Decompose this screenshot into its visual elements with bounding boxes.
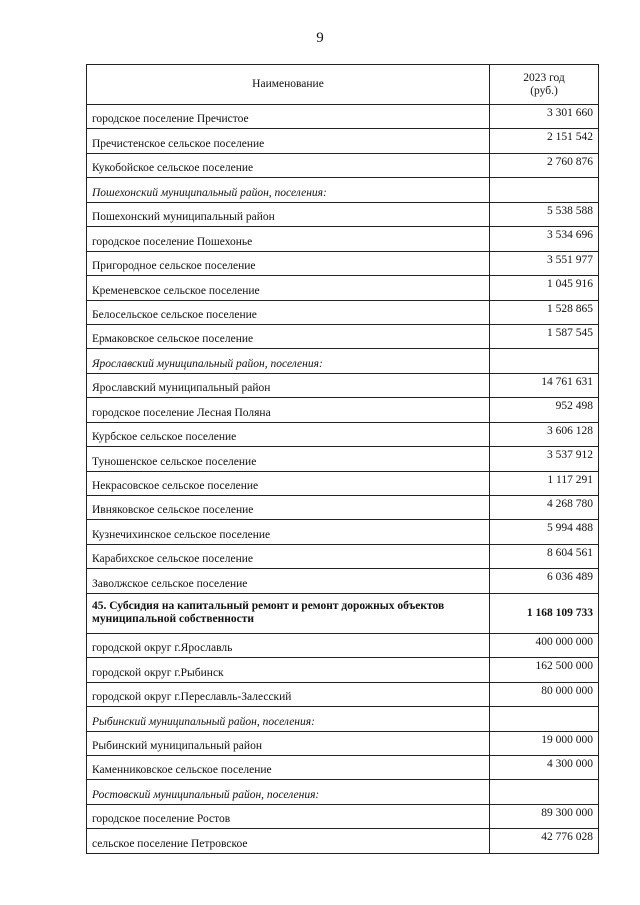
table-row	[87, 496, 599, 520]
row-amount: 14 761 631	[490, 373, 599, 397]
row-amount: 1 528 865	[490, 300, 599, 324]
table-row	[87, 251, 599, 275]
row-name: Белосельское сельское поселение	[87, 300, 490, 324]
row-name: городской округ г.Переславль-Залесский	[87, 682, 490, 706]
row-amount: 1 587 545	[490, 324, 599, 348]
row-name: Некрасовское сельское поселение	[87, 471, 490, 495]
column-header-name: Наименование	[87, 65, 490, 105]
table-header-row	[87, 65, 599, 105]
row-name: 45. Субсидия на капитальный ремонт и ремонт дорожных объектов муниципальной собственности	[87, 593, 490, 633]
row-amount: 89 300 000	[490, 804, 599, 828]
row-amount: 952 498	[490, 398, 599, 422]
row-amount: 3 534 696	[490, 227, 599, 251]
table-row	[87, 658, 599, 682]
row-amount: 162 500 000	[490, 658, 599, 682]
row-name: городское поселение Лесная Поляна	[87, 398, 490, 422]
table-row	[87, 324, 599, 348]
group-heading-row	[87, 178, 599, 202]
row-name: Пошехонский муниципальный район	[87, 202, 490, 226]
table-row	[87, 633, 599, 657]
table-row	[87, 300, 599, 324]
row-name: Рыбинский муниципальный район, поселения:	[87, 707, 490, 731]
row-name: Кузнечихинское сельское поселение	[87, 520, 490, 544]
table-row	[87, 804, 599, 828]
row-amount: 2 760 876	[490, 153, 599, 177]
table-row	[87, 755, 599, 779]
table-row	[87, 520, 599, 544]
row-amount: 4 300 000	[490, 755, 599, 779]
row-name: Туношенское сельское поселение	[87, 447, 490, 471]
row-amount: 3 551 977	[490, 251, 599, 275]
row-name: городской округ г.Рыбинск	[87, 658, 490, 682]
table-row	[87, 829, 599, 853]
table-row	[87, 544, 599, 568]
table-row	[87, 373, 599, 397]
group-heading-row	[87, 349, 599, 373]
row-amount	[490, 707, 599, 731]
row-name: городской округ г.Ярославль	[87, 633, 490, 657]
row-amount: 19 000 000	[490, 731, 599, 755]
row-name: Ярославский муниципальный район, поселения:	[87, 349, 490, 373]
row-name: городское поселение Пошехонье	[87, 227, 490, 251]
row-amount: 5 994 488	[490, 520, 599, 544]
table-row	[87, 447, 599, 471]
table-row	[87, 105, 599, 129]
row-name: Ермаковское сельское поселение	[87, 324, 490, 348]
row-amount: 6 036 489	[490, 569, 599, 593]
subsidy-total-row	[87, 593, 599, 633]
row-amount: 5 538 588	[490, 202, 599, 226]
row-amount	[490, 349, 599, 373]
row-amount: 1 117 291	[490, 471, 599, 495]
table-body	[87, 65, 599, 854]
row-name: Ивняковское сельское поселение	[87, 496, 490, 520]
table-row	[87, 569, 599, 593]
row-amount: 42 776 028	[490, 829, 599, 853]
row-name: сельское поселение Петровское	[87, 829, 490, 853]
table-row	[87, 202, 599, 226]
row-amount: 1 045 916	[490, 276, 599, 300]
table-row	[87, 398, 599, 422]
row-name: Пошехонский муниципальный район, поселения:	[87, 178, 490, 202]
row-name: городское поселение Ростов	[87, 804, 490, 828]
row-name: Ростовский муниципальный район, поселения:	[87, 780, 490, 804]
row-name: городское поселение Пречистое	[87, 105, 490, 129]
table-row	[87, 276, 599, 300]
table-row	[87, 129, 599, 153]
row-name: Кукобойское сельское поселение	[87, 153, 490, 177]
row-amount: 3 606 128	[490, 422, 599, 446]
column-header-year: 2023 год	[523, 71, 565, 84]
row-name: Пречистенское сельское поселение	[87, 129, 490, 153]
row-name: Каменниковское сельское поселение	[87, 755, 490, 779]
row-name: Ярославский муниципальный район	[87, 373, 490, 397]
table-row	[87, 422, 599, 446]
table-row	[87, 153, 599, 177]
row-amount: 2 151 542	[490, 129, 599, 153]
row-name: Карабихское сельское поселение	[87, 544, 490, 568]
page-number: 9	[316, 30, 324, 46]
row-amount: 8 604 561	[490, 544, 599, 568]
group-heading-row	[87, 780, 599, 804]
row-amount: 80 000 000	[490, 682, 599, 706]
table-row	[87, 682, 599, 706]
column-header-amount	[490, 65, 599, 105]
row-name: Заволжское сельское поселение	[87, 569, 490, 593]
row-name: Пригородное сельское поселение	[87, 251, 490, 275]
row-amount	[490, 178, 599, 202]
row-name: Курбское сельское поселение	[87, 422, 490, 446]
row-amount: 3 301 660	[490, 105, 599, 129]
table-row	[87, 227, 599, 251]
row-name: Рыбинский муниципальный район	[87, 731, 490, 755]
group-heading-row	[87, 707, 599, 731]
row-amount: 3 537 912	[490, 447, 599, 471]
row-amount: 4 268 780	[490, 496, 599, 520]
table-row	[87, 731, 599, 755]
row-name: Кременевское сельское поселение	[87, 276, 490, 300]
table-row	[87, 471, 599, 495]
row-amount: 400 000 000	[490, 633, 599, 657]
row-amount	[490, 780, 599, 804]
row-amount: 1 168 109 733	[490, 593, 599, 633]
column-header-unit: (руб.)	[530, 84, 558, 97]
subsidy-table	[86, 64, 599, 854]
